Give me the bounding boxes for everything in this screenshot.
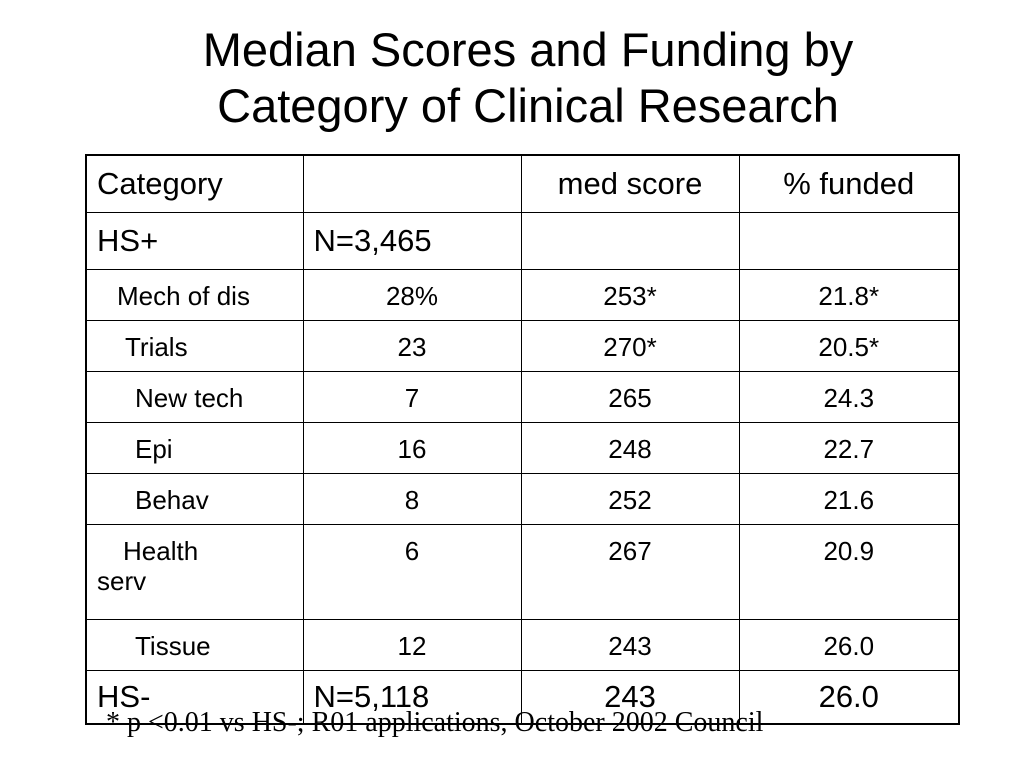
table-row bbox=[86, 524, 959, 619]
row-pct-funded: 20.5* bbox=[739, 320, 959, 371]
slide-title bbox=[0, 22, 1024, 134]
group-n: N=5,118 bbox=[303, 670, 521, 724]
row-category: Trials bbox=[86, 320, 303, 371]
row-pct-funded: 20.9 bbox=[739, 524, 959, 619]
row-pct: 8 bbox=[303, 473, 521, 524]
row-category bbox=[86, 524, 303, 619]
table-row bbox=[86, 269, 959, 320]
table-row bbox=[86, 473, 959, 524]
group-label: HS+ bbox=[86, 212, 303, 269]
row-category: Behav bbox=[86, 473, 303, 524]
row-category-line-2: serv bbox=[97, 565, 147, 596]
header-pct-funded: % funded bbox=[739, 155, 959, 212]
group-pct-funded: 26.0 bbox=[739, 670, 959, 724]
group-med-score: 243 bbox=[521, 670, 739, 724]
group-n: N=3,465 bbox=[303, 212, 521, 269]
header-blank bbox=[303, 155, 521, 212]
table-row bbox=[86, 422, 959, 473]
scores-table bbox=[85, 154, 960, 725]
row-pct-funded: 21.8* bbox=[739, 269, 959, 320]
row-med-score: 252 bbox=[521, 473, 739, 524]
row-pct: 28% bbox=[303, 269, 521, 320]
row-pct-funded: 22.7 bbox=[739, 422, 959, 473]
row-pct: 16 bbox=[303, 422, 521, 473]
table-row bbox=[86, 320, 959, 371]
header-category: Category bbox=[86, 155, 303, 212]
row-category: New tech bbox=[86, 371, 303, 422]
group-med-score bbox=[521, 212, 739, 269]
row-pct: 6 bbox=[303, 524, 521, 619]
group-pct-funded bbox=[739, 212, 959, 269]
row-category: Mech of dis bbox=[86, 269, 303, 320]
row-category-line-1: Health bbox=[123, 535, 199, 566]
table-row bbox=[86, 619, 959, 670]
group-label: HS- bbox=[86, 670, 303, 724]
row-category: Epi bbox=[86, 422, 303, 473]
table-row bbox=[86, 371, 959, 422]
row-pct: 7 bbox=[303, 371, 521, 422]
row-pct-funded: 21.6 bbox=[739, 473, 959, 524]
row-med-score: 265 bbox=[521, 371, 739, 422]
row-med-score: 253* bbox=[521, 269, 739, 320]
row-med-score: 243 bbox=[521, 619, 739, 670]
table-row-hs-plus bbox=[86, 212, 959, 269]
row-med-score: 270* bbox=[521, 320, 739, 371]
header-med-score: med score bbox=[521, 155, 739, 212]
row-pct: 12 bbox=[303, 619, 521, 670]
row-med-score: 267 bbox=[521, 524, 739, 619]
footnote: * p <0.01 vs HS-; R01 applications, October 2002 Council bbox=[106, 707, 764, 738]
row-med-score: 248 bbox=[521, 422, 739, 473]
row-pct: 23 bbox=[303, 320, 521, 371]
row-pct-funded: 24.3 bbox=[739, 371, 959, 422]
row-pct-funded: 26.0 bbox=[739, 619, 959, 670]
title-line-2: Category of Clinical Research bbox=[217, 79, 839, 132]
row-category: Tissue bbox=[86, 619, 303, 670]
title-line-1: Median Scores and Funding by bbox=[202, 23, 854, 76]
table-header-row bbox=[86, 155, 959, 212]
